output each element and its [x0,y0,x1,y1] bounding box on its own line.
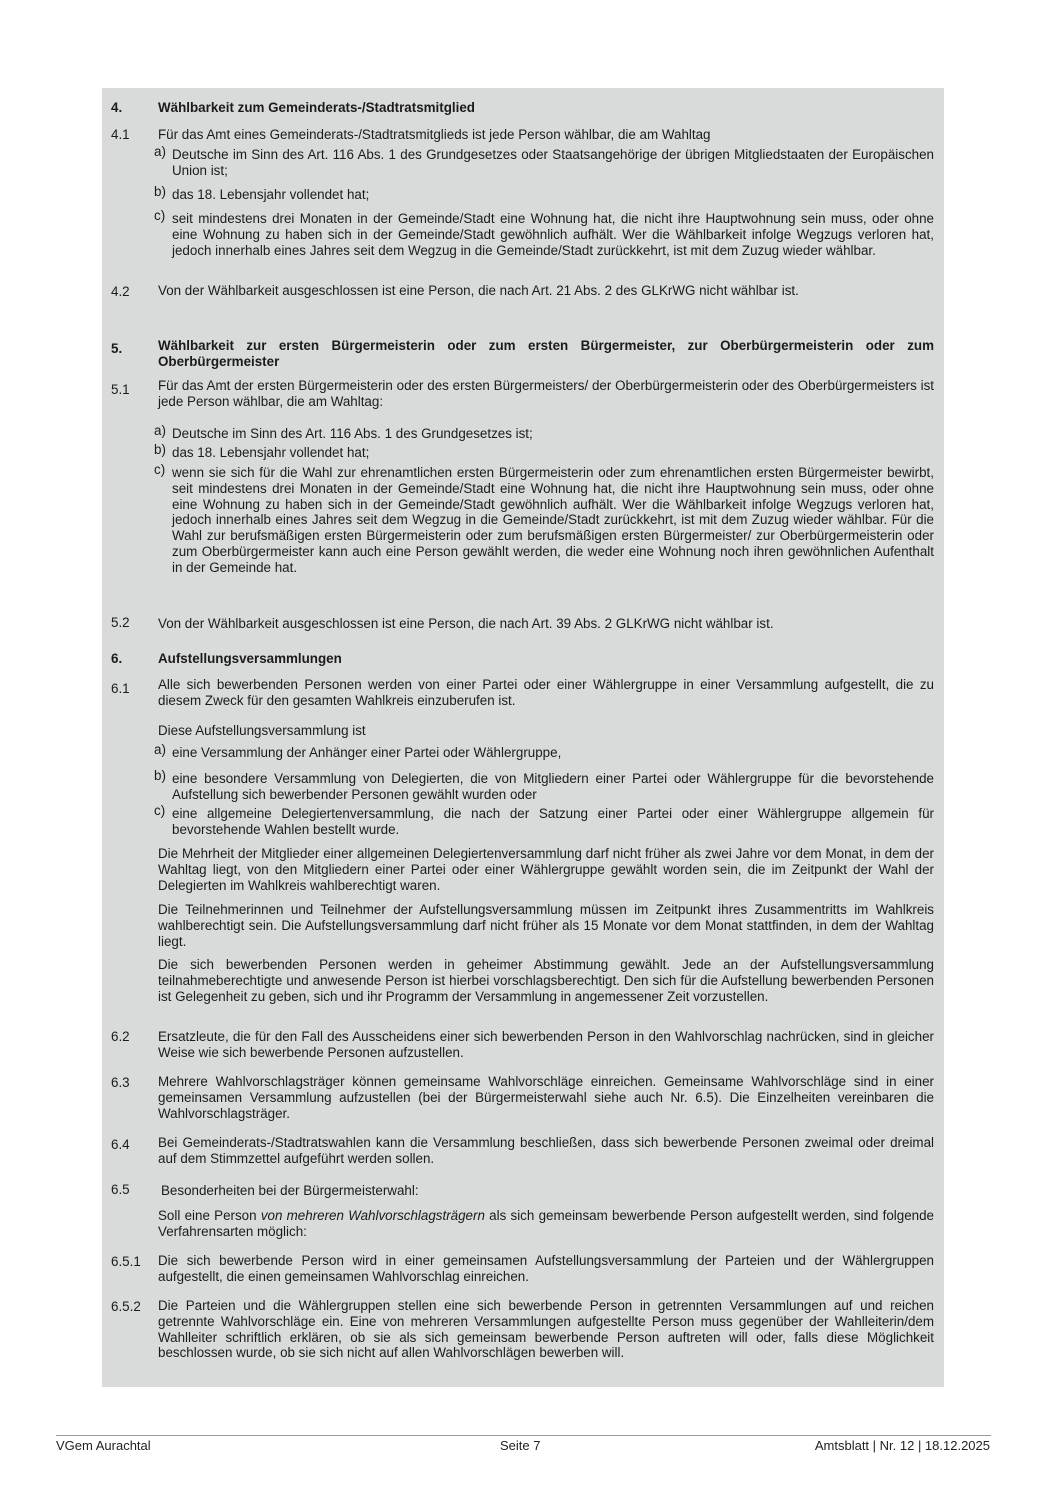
item-6-5-1-number: 6.5.1 [111,1254,141,1269]
item-6-5-intro-pre: Soll eine Person [158,1208,261,1223]
item-6-1-b [154,768,934,803]
list-label: a) [154,423,166,438]
list-label: c) [154,462,166,477]
item-5-2-number: 5.2 [111,615,130,630]
item-5-1-b [154,442,934,461]
section-4-number: 4. [111,100,123,115]
section-6-number: 6. [111,651,123,666]
item-6-5-text: Besonderheiten bei der Bürgermeisterwahl: [161,1183,419,1198]
item-4-2-number: 4.2 [111,284,130,299]
item-6-4-number: 6.4 [111,1137,130,1152]
list-text: seit mindestens drei Monaten in der Gemeinde/Stadt eine Wohnung hat, die nicht ihre Hauptwohnung sein muss, oder ohne eine Wohnung zu haben sich in der Gemeinde/Stadt gewöhnlich aufhält. Wer die Wählbarkeit infolge Wegzugs verloren hat, jedoch innerhalb eines Jahres seit dem Wegzug in die Gemeinde/Stadt zurückkehrt, ist mit dem Zuzug wieder wählbar. [172,211,934,258]
section-5-title: Wählbarkeit zur ersten Bürgermeisterin oder zum ersten Bürgermeister, zur Oberbürgermeisterin oder zum Oberbürgermeister [158,338,934,369]
list-label: a) [154,742,166,757]
footer-publisher: VGem Aurachtal [56,1438,151,1453]
item-6-2-text: Ersatzleute, die für den Fall des Ausscheidens einer sich bewerbenden Person in den Wahlvorschlag nachrücken, sind in gleicher Weise wie sich bewerbende Personen aufzustellen. [158,1029,934,1060]
footer-divider [56,1435,991,1436]
item-4-2-text: Von der Wählbarkeit ausgeschlossen ist eine Person, die nach Art. 21 Abs. 2 des GLKrWG nicht wählbar ist. [158,283,799,298]
item-4-1-a [154,144,934,179]
item-6-2-number: 6.2 [111,1029,130,1044]
item-6-4-text: Bei Gemeinderats-/Stadtratswahlen kann die Versammlung beschließen, dass sich bewerbende Personen zweimal oder dreimal auf dem Stimmzettel aufgeführt werden sollen. [158,1135,934,1166]
item-4-1-number: 4.1 [111,127,130,142]
list-text: eine Versammlung der Anhänger einer Partei oder Wählergruppe, [172,745,562,760]
item-6-5-2-text: Die Parteien und die Wählergruppen stellen eine sich bewerbende Person in getrennten Versammlungen auf und reichen getrennte Wahlvorschläge ein. Eine von mehreren Versammlungen aufgestellte Person muss gegenüber der Wahlleiterin/dem Wahlleiter schriftlich erklären, ob sie als sich gemeinsam bewerbende Person auftreten will oder, falls diese Möglichkeit beschlossen wurde, ob sie sich nicht auf allen Wahlvorschlägen bewerben will. [158,1298,934,1361]
section-4-title: Wählbarkeit zum Gemeinderats-/Stadtratsmitglied [158,100,475,115]
item-6-1-para-3: Die sich bewerbenden Personen werden in geheimer Abstimmung gewählt. Jede an der Aufstellungsversammlung teilnahmeberechtigte und anwesende Person ist hierbei vorschlagsberechtigt. Den sich für die Aufstellung bewerbenden Personen ist Gelegenheit zu geben, sich und ihr Programm der Versammlung in angemessener Zeit vorzustellen. [158,957,934,1004]
list-text: das 18. Lebensjahr vollendet hat; [172,445,370,460]
item-5-1-c [154,462,934,576]
list-text: Deutsche im Sinn des Art. 116 Abs. 1 des Grundgesetzes ist; [172,426,533,441]
item-6-1-number: 6.1 [111,681,130,696]
item-6-5-intro-emphasis: von mehreren Wahlvorschlagsträgern [260,1208,485,1223]
item-6-1-para-2: Die Teilnehmerinnen und Teilnehmer der Aufstellungsversammlung müssen im Zeitpunkt ihres Zusammentritts im Wahlkreis wahlberechtigt sein. Die Aufstellungsversammlung darf nicht früher als 15 Monate vor dem Monat stattfinden, in dem der Wahltag liegt. [158,902,934,949]
item-5-2-text: Von der Wählbarkeit ausgeschlossen ist eine Person, die nach Art. 39 Abs. 2 GLKrWG nicht wählbar ist. [158,616,774,631]
list-label: a) [154,144,166,159]
item-4-1-b [154,184,934,203]
item-6-1-para-1: Die Mehrheit der Mitglieder einer allgemeinen Delegiertenversammlung darf nicht früher als zwei Jahre vor dem Monat, in dem der Wahltag liegt, von den Mitgliedern einer Partei oder einer Wählergruppe gewählt worden sein, die im Zeitpunkt der Wahl der Delegierten im Wahlkreis wahlberechtigt waren. [158,846,934,893]
list-label: b) [154,768,166,783]
section-6-title: Aufstellungsversammlungen [158,651,342,666]
section-5-number: 5. [111,341,123,356]
list-text: wenn sie sich für die Wahl zur ehrenamtlichen ersten Bürgermeisterin oder zum ehrenamtlichen ersten Bürgermeister bewirbt, seit mindestens drei Monaten in der Gemeinde/Stadt eine Wohnung hat, die nicht ihre Hauptwohnung sein muss, oder ohne eine Wohnung zu haben sich in der Gemeinde/Stadt gewöhnlich aufhält. Wer die Wählbarkeit infolge Wegzugs verloren hat, jedoch innerhalb eines Jahres seit dem Wegzug in die Gemeinde/Stadt zurückkehrt, ist mit dem Zuzug wieder wählbar. Für die Wahl zur berufsmäßigen ersten Bürgermeisterin oder zum berufsmäßigen ersten Bürgermeister/ zur Oberbürgermeisterin oder zum Oberbürgermeister kann auch eine Person gewählt werden, die weder eine Wohnung noch ihren gewöhnlichen Aufenthalt in der Gemeinde hat. [172,465,934,575]
item-6-5-number: 6.5 [111,1182,130,1197]
item-6-5-2-number: 6.5.2 [111,1299,141,1314]
list-label: b) [154,442,166,457]
item-6-5-intro-post: als sich gemeinsam bewerbende Person aufgestellt werden, sind folgende Verfahrensarten möglich: [158,1208,935,1239]
list-label: c) [154,803,166,818]
item-6-3-text: Mehrere Wahlvorschlagsträger können gemeinsame Wahlvorschläge einreichen. Gemeinsame Wahlvorschläge sind in einer gemeinsamen Versammlung aufzustellen (bei der Bürgermeisterwahl siehe auch Nr. 6.5). Die Einzelheiten vereinbaren die Wahlvorschlagsträger. [158,1074,934,1121]
list-label: c) [154,208,166,223]
item-6-5-1-text: Die sich bewerbende Person wird in einer gemeinsamen Aufstellungsversammlung der Parteien und der Wählergruppen aufgestellt, die einen gemeinsamen Wahlvorschlag einreichen. [158,1253,934,1284]
list-label: b) [154,184,166,199]
list-text: das 18. Lebensjahr vollendet hat; [172,187,370,202]
footer-page-number: Seite 7 [500,1438,541,1453]
list-text: Deutsche im Sinn des Art. 116 Abs. 1 des Grundgesetzes oder Staatsangehörige der übrigen Mitgliedstaaten der Europäischen Union ist; [172,147,934,178]
item-4-1-c [154,208,934,258]
item-5-1-a [154,423,934,442]
item-6-1-c [154,803,934,838]
item-6-5-intro [158,1208,934,1240]
list-text: eine besondere Versammlung von Delegierten, die von Mitgliedern einer Partei oder Wählergruppe für die bevorstehende Aufstellung sich bewerbender Personen gewählt wurden oder [172,771,934,802]
item-6-1-intro: Diese Aufstellungsversammlung ist [158,723,366,738]
item-5-1-number: 5.1 [111,382,130,397]
list-text: eine allgemeine Delegiertenversammlung, die nach der Satzung einer Partei oder einer Wählergruppe allgemein für bevorstehende Wahlen bestellt wurde. [172,806,934,837]
item-4-1-text: Für das Amt eines Gemeinderats-/Stadtratsmitglieds ist jede Person wählbar, die am Wahltag [158,127,711,142]
item-6-1-a [154,742,934,761]
item-6-1-text: Alle sich bewerbenden Personen werden von einer Partei oder einer Wählergruppe in einer Versammlung aufgestellt, die zu diesem Zweck für den gesamten Wahlkreis einzuberufen ist. [158,677,934,708]
item-6-3-number: 6.3 [111,1075,130,1090]
footer-issue: Amtsblatt | Nr. 12 | 18.12.2025 [814,1438,990,1453]
item-5-1-text: Für das Amt der ersten Bürgermeisterin oder des ersten Bürgermeisters/ der Oberbürgermeisterin oder des Oberbürgermeisters ist jede Person wählbar, die am Wahltag: [158,378,934,409]
